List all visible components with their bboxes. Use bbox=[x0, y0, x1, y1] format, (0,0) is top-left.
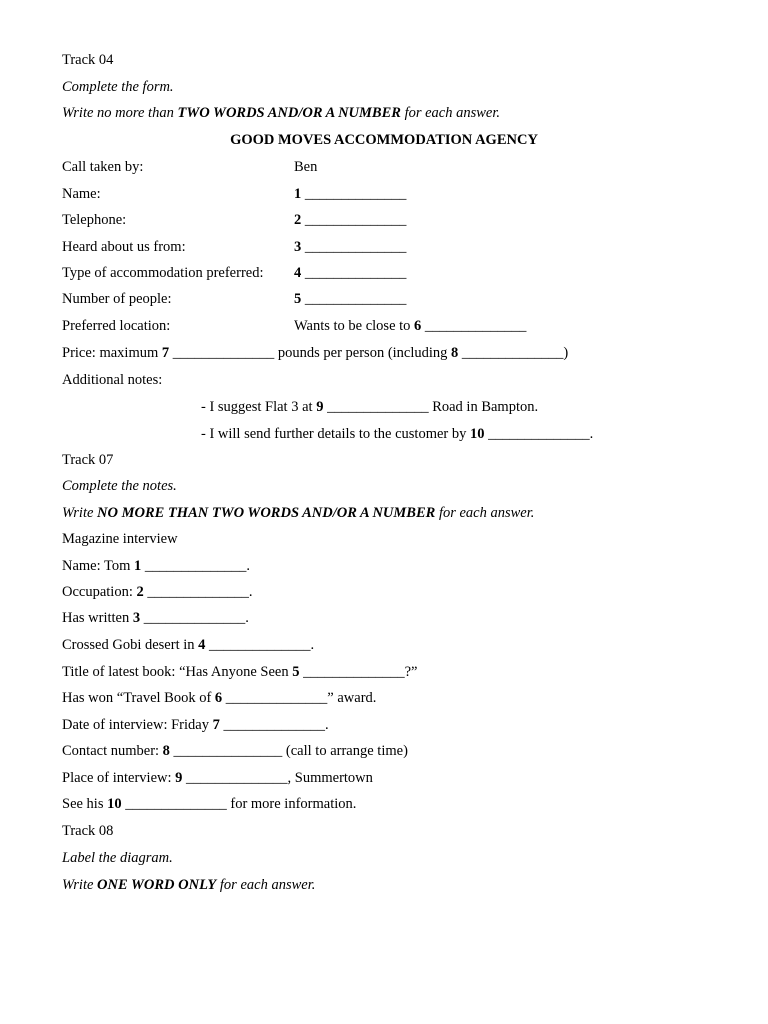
instruction-text: for each answer. bbox=[216, 877, 316, 893]
form-label-name: Name: bbox=[62, 186, 101, 202]
item-text: ______________, Summertown bbox=[182, 770, 373, 786]
track07-heading: Magazine interview bbox=[62, 531, 178, 547]
list-item bbox=[62, 716, 329, 734]
item-text: ______________. bbox=[141, 558, 251, 574]
item-text: Has written bbox=[62, 610, 133, 626]
answer-blank: ______________ bbox=[304, 239, 407, 255]
track07-instruction-1: Complete the notes. bbox=[62, 478, 177, 494]
answer-blank: ______________ bbox=[304, 212, 407, 228]
note-line-2 bbox=[201, 425, 593, 443]
question-number: 10 bbox=[107, 796, 122, 812]
instruction-text: Write bbox=[62, 877, 98, 893]
list-item bbox=[62, 636, 314, 654]
note-text: ______________ Road in Bampton. bbox=[323, 399, 539, 415]
question-number: 2 bbox=[136, 584, 144, 600]
form-label-heard: Heard about us from: bbox=[62, 239, 186, 255]
question-number: 9 bbox=[316, 399, 324, 415]
item-text: ______________” award. bbox=[222, 690, 377, 706]
list-item bbox=[62, 609, 249, 627]
list-item bbox=[62, 742, 408, 760]
question-number: 1 bbox=[134, 558, 142, 574]
answer-blank: ______________ bbox=[304, 186, 407, 202]
question-number: 3 bbox=[132, 610, 141, 626]
question-number: 8 bbox=[451, 345, 459, 361]
item-text: _______________ (call to arrange time) bbox=[169, 743, 408, 759]
item-text: ______________. bbox=[205, 637, 315, 653]
item-text: ______________. bbox=[143, 584, 253, 600]
item-text: Occupation: bbox=[62, 584, 137, 600]
form-label-telephone: Telephone: bbox=[62, 212, 127, 228]
question-number: 9 bbox=[175, 770, 183, 786]
answer-blank: ______________ bbox=[304, 265, 407, 281]
item-text: Crossed Gobi desert in bbox=[62, 637, 199, 653]
form-answer-1 bbox=[294, 185, 406, 203]
question-number: 2 bbox=[294, 212, 302, 228]
item-text: Place of interview: bbox=[62, 770, 176, 786]
additional-notes-label: Additional notes: bbox=[62, 372, 163, 388]
track08-instruction-1: Label the diagram. bbox=[62, 850, 173, 866]
instruction-text: Write no more than bbox=[62, 105, 178, 121]
item-text: ______________?” bbox=[299, 664, 418, 680]
track07-title: Track 07 bbox=[62, 452, 114, 468]
list-item bbox=[62, 663, 417, 681]
note-text: ______________. bbox=[484, 426, 594, 442]
question-number: 4 bbox=[294, 265, 302, 281]
price-text: ______________ pounds per person (including bbox=[169, 345, 452, 361]
question-number: 10 bbox=[470, 426, 485, 442]
instruction-text: Write bbox=[62, 505, 98, 521]
form-answer-4 bbox=[294, 264, 406, 282]
instruction-emphasis: NO MORE THAN TWO WORDS AND/OR A NUMBER bbox=[97, 505, 436, 521]
item-text: ______________. bbox=[219, 717, 329, 733]
question-number: 7 bbox=[212, 717, 220, 733]
question-number: 7 bbox=[161, 345, 170, 361]
item-text: Has won “Travel Book of bbox=[62, 690, 215, 706]
form-answer-5 bbox=[294, 290, 406, 308]
instruction-text: for each answer. bbox=[400, 105, 501, 121]
note-text: - I will send further details to the customer by bbox=[201, 426, 470, 442]
question-number: 5 bbox=[294, 291, 302, 307]
form-price-line bbox=[62, 344, 568, 362]
question-number: 6 bbox=[414, 318, 422, 334]
form-answer-6 bbox=[294, 317, 526, 335]
item-text: ______________. bbox=[140, 610, 249, 626]
question-number: 8 bbox=[162, 743, 170, 759]
answer-blank: ______________ bbox=[424, 318, 527, 334]
track08-instruction-2 bbox=[62, 876, 315, 894]
answer-blank: ______________ bbox=[304, 291, 407, 307]
track08-title: Track 08 bbox=[62, 823, 114, 839]
item-text: ______________ for more information. bbox=[121, 796, 357, 812]
track04-instruction-2 bbox=[62, 104, 500, 122]
price-text: ______________) bbox=[458, 345, 569, 361]
answer-prefix: Wants to be close to bbox=[294, 318, 415, 334]
question-number: 6 bbox=[214, 690, 223, 706]
question-number: 4 bbox=[198, 637, 206, 653]
form-answer-3 bbox=[294, 238, 406, 256]
form-label-location: Preferred location: bbox=[62, 318, 171, 334]
item-text: See his bbox=[62, 796, 108, 812]
item-text: Title of latest book: “Has Anyone Seen bbox=[62, 664, 293, 680]
track07-instruction-2 bbox=[62, 504, 534, 522]
list-item bbox=[62, 583, 253, 601]
form-title: GOOD MOVES ACCOMMODATION AGENCY bbox=[230, 132, 538, 148]
list-item bbox=[62, 557, 250, 575]
instruction-text: for each answer. bbox=[435, 505, 535, 521]
form-answer-2 bbox=[294, 211, 406, 229]
question-number: 5 bbox=[292, 664, 300, 680]
note-line-1 bbox=[201, 398, 538, 416]
instruction-emphasis: TWO WORDS AND/OR A NUMBER bbox=[177, 105, 401, 121]
question-number: 1 bbox=[294, 186, 302, 202]
question-number: 3 bbox=[294, 239, 302, 255]
note-text: - I suggest Flat 3 at bbox=[201, 399, 317, 415]
form-label-call-taken: Call taken by: bbox=[62, 159, 144, 175]
list-item bbox=[62, 795, 356, 813]
instruction-emphasis: ONE WORD ONLY bbox=[97, 877, 217, 893]
form-label-accommodation: Type of accommodation preferred: bbox=[62, 265, 264, 281]
item-text: Contact number: bbox=[62, 743, 163, 759]
track04-title: Track 04 bbox=[62, 52, 114, 68]
track04-instruction-1: Complete the form. bbox=[62, 79, 174, 95]
item-text: Name: Tom bbox=[62, 558, 135, 574]
form-value-call-taken: Ben bbox=[294, 159, 318, 175]
price-text: Price: maximum bbox=[62, 345, 162, 361]
item-text: Date of interview: Friday bbox=[62, 717, 213, 733]
list-item bbox=[62, 769, 373, 787]
form-label-people: Number of people: bbox=[62, 291, 172, 307]
list-item bbox=[62, 689, 376, 707]
